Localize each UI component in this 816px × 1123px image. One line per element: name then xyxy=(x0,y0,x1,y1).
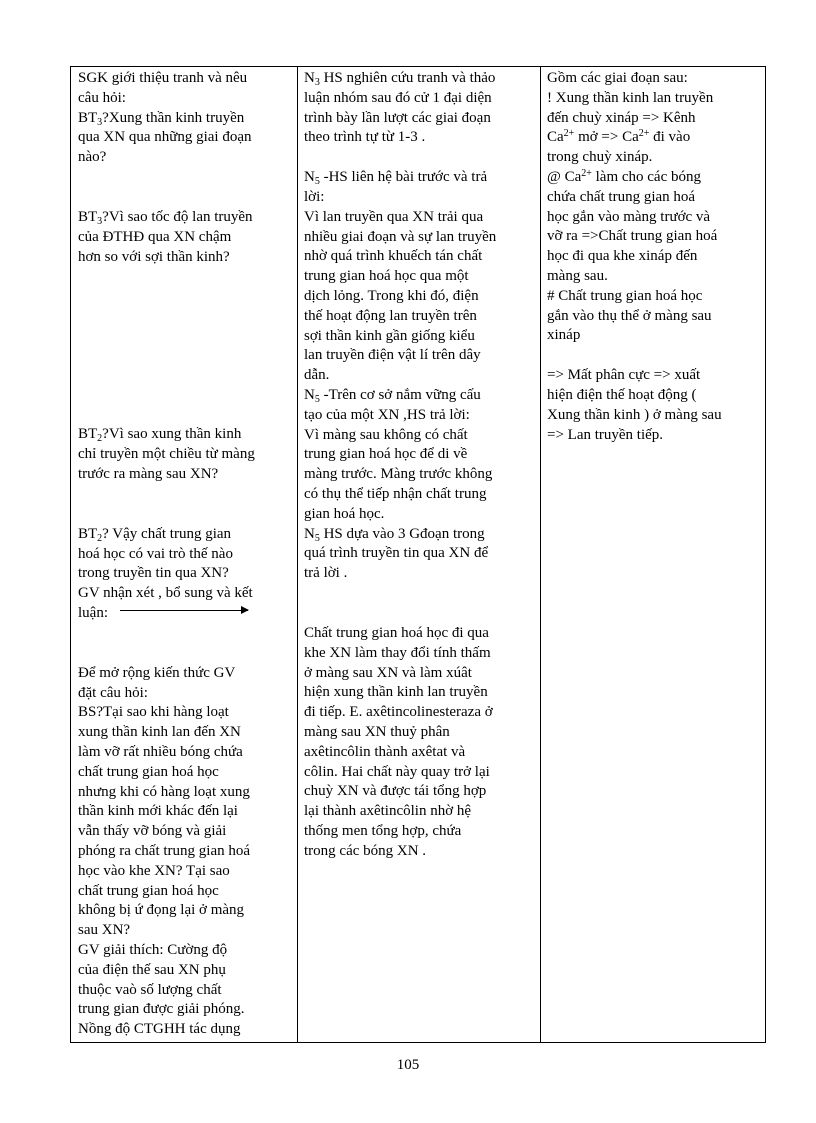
text-line: quá trình truyền tin qua XN để xyxy=(304,545,489,562)
question-bt2-role: $BT_2$? Vậy chất trung gian xyxy=(78,525,232,544)
text-line: lan truyền điện vật lí trên dây xyxy=(304,347,481,364)
answer-n5-speed: $N_5$ -HS liên hệ bài trước và trả xyxy=(304,169,488,188)
lesson-table xyxy=(70,66,766,1043)
text-line: ! Xung thần kinh lan truyền xyxy=(547,89,714,106)
text-line: tạo của một XN ,HS trả lời: xyxy=(304,406,470,423)
text-line: GV giải thích: Cường độ xyxy=(78,941,228,958)
text-line: Gồm các giai đoạn sau: xyxy=(547,70,688,86)
text-line: đặt câu hỏi: xyxy=(78,684,148,701)
text-line: chỉ truyền một chiều từ màng xyxy=(78,446,255,463)
text-line: vẫn thấy vỡ bóng và giải xyxy=(78,823,227,840)
text-line: đến chuỳ xináp => Kênh xyxy=(547,109,696,126)
text-line: hơn so với sợi thần kinh? xyxy=(78,248,230,265)
text-line: học vào khe XN? Tại sao xyxy=(78,862,230,879)
column-divider xyxy=(297,67,298,1042)
text-line: hiện điện thế hoạt động ( xyxy=(547,386,697,403)
text-line: gian hoá học. xyxy=(304,505,385,522)
text-line: côlin. Hai chất này quay trở lại xyxy=(304,763,490,780)
text-line: trung gian được giải phóng. xyxy=(78,1001,245,1018)
content-column xyxy=(547,69,761,445)
text-line: màng sau XN thuỷ phân xyxy=(304,723,450,740)
text-line: vỡ ra =>Chất trung gian hoá xyxy=(547,228,718,245)
text-line: lại thành axêtincôlin nhờ hệ xyxy=(304,803,472,820)
text-line: trong các bóng XN . xyxy=(304,842,427,859)
page-number: 105 xyxy=(396,1057,420,1073)
text-line: dịch lỏng. Trong khi đó, điện xyxy=(304,287,479,304)
text-line: ở màng sau XN và làm xúât xyxy=(304,664,472,681)
text-line: trả lời . xyxy=(304,565,348,582)
text-line: của điện thế sau XN phụ xyxy=(78,961,226,978)
student-activity-column xyxy=(304,69,538,861)
text-line: => Mất phân cực => xuất xyxy=(547,367,701,384)
text-line: sợi thần kinh gần giống kiểu xyxy=(304,327,475,344)
question-bt2-direction: $BT_2?Vì$ sao xung thần kinh xyxy=(78,426,242,445)
text-line: xináp xyxy=(547,327,581,344)
text-line: BS?Tại sao khi hàng loạt xyxy=(78,704,229,721)
text-line: không bị ứ đọng lại ở màng xyxy=(78,902,245,919)
text-line: chuỳ XN và được tái tổng hợp xyxy=(304,783,487,800)
text-line: học gắn vào màng trước và xyxy=(547,208,711,225)
text-line: trong truyền tin qua XN? xyxy=(78,565,229,582)
text-line: hoá học có vai trò thế nào xyxy=(78,545,233,562)
answer-n5-role: $N_5$ HS dựa vào 3 Gđoạn trong xyxy=(304,525,485,544)
text-line: trung gian hoá học để di về xyxy=(304,446,468,463)
text-line: chất trung gian hoá học xyxy=(78,882,219,899)
conclusion-label-line: luận: xyxy=(78,604,294,624)
text-line: học đi qua khe xináp đến xyxy=(547,248,698,265)
text-line: chất trung gian hoá học xyxy=(78,763,219,780)
text-line: qua XN qua những giai đoạn xyxy=(78,129,252,146)
text-line: Để mở rộng kiến thức GV xyxy=(78,664,236,681)
text-line: trình bày lần lượt các giai đoạn xyxy=(304,109,491,126)
teacher-activity-column xyxy=(78,69,294,1040)
text-line: thuộc vaò số lượng chất xyxy=(78,981,222,998)
text-line: trong chuỳ xináp. xyxy=(547,149,653,166)
text-line: hiện xung thần kinh lan truyền xyxy=(304,684,488,701)
text-line: nhờ quá trình khuếch tán chất xyxy=(304,248,483,265)
calcium-vesicle-line: @ $Ca^{2+}$ làm cho các bóng xyxy=(547,167,701,185)
text-line: gắn vào thụ thể ở màng sau xyxy=(547,307,712,324)
text-line: lời: xyxy=(304,188,325,205)
text-line: dẫn. xyxy=(304,367,330,384)
text-line: khe XN làm thay đổi tính thấm xyxy=(304,644,491,661)
text-line: nhiều giai đoạn và sự lan truyền xyxy=(304,228,497,245)
text-line: thần kinh mới khác đến lại xyxy=(78,803,238,820)
text-line: của ĐTHĐ qua XN chậm xyxy=(78,228,232,245)
text-line: # Chất trung gian hoá học xyxy=(547,287,703,304)
text-line: luận nhóm sau đó cử 1 đại diện xyxy=(304,89,492,106)
text-line: nhưng khi có hàng loạt xung xyxy=(78,783,250,800)
text-line: Xung thần kinh ) ở màng sau xyxy=(547,406,722,423)
text-line: nào? xyxy=(78,149,107,166)
answer-n3: $N_3$ HS nghiên cứu tranh và thảo xyxy=(304,70,496,88)
text-line: Vì màng sau không có chất xyxy=(304,426,468,443)
text-line: Nồng độ CTGHH tác dụng xyxy=(78,1021,241,1038)
text-line: phóng ra chất trung gian hoá xyxy=(78,842,251,859)
text-line: màng sau. xyxy=(547,267,608,284)
text-line: Chất trung gian hoá học đi qua xyxy=(304,624,489,641)
text-line: xung thần kinh lan đến XN xyxy=(78,724,241,741)
text-line: GV nhận xét , bổ sung và kết xyxy=(78,585,253,602)
text-line: sau XN? xyxy=(78,922,131,939)
text-line: thống men tổng hợp, chứa xyxy=(304,822,462,839)
text-line: trung gian hoá học qua một xyxy=(304,268,469,285)
text-line: đi tiếp. E. axêtincolinesteraza ở xyxy=(304,704,493,721)
calcium-channel-line: $Ca^{2+}$ mở => $Ca^{2+}$ đi vào xyxy=(547,128,691,146)
text-line: SGK giới thiệu tranh và nêu xyxy=(78,70,248,86)
answer-n5-direction: $N_5$ -Trên cơ sở nắm vững cấu xyxy=(304,386,481,405)
text-line: chứa chất trung gian hoá xyxy=(547,188,696,205)
text-line: có thụ thể tiếp nhận chất trung xyxy=(304,485,487,502)
question-bt3-speed: $BT_3?Vì$ sao tốc độ lan truyền xyxy=(78,208,253,227)
column-divider xyxy=(540,67,541,1042)
text-line: thế hoạt động lan truyền trên xyxy=(304,307,477,324)
text-line: Vì lan truyền qua XN trải qua xyxy=(304,208,484,225)
text-line: câu hỏi: xyxy=(78,89,126,106)
text-line: theo trình tự từ 1-3 . xyxy=(304,129,426,146)
text-line: làm vỡ rất nhiều bóng chứa xyxy=(78,743,243,760)
right-arrow-icon xyxy=(120,610,248,611)
text-line: màng trước. Màng trước không xyxy=(304,466,493,483)
text-line: => Lan truyền tiếp. xyxy=(547,426,664,443)
text-line: trước ra màng sau XN? xyxy=(78,465,219,482)
question-bt3-stages: $BT_3?Xung$ thần kinh truyền xyxy=(78,109,245,128)
text-line: axêtincôlin thành axêtat và xyxy=(304,743,466,760)
